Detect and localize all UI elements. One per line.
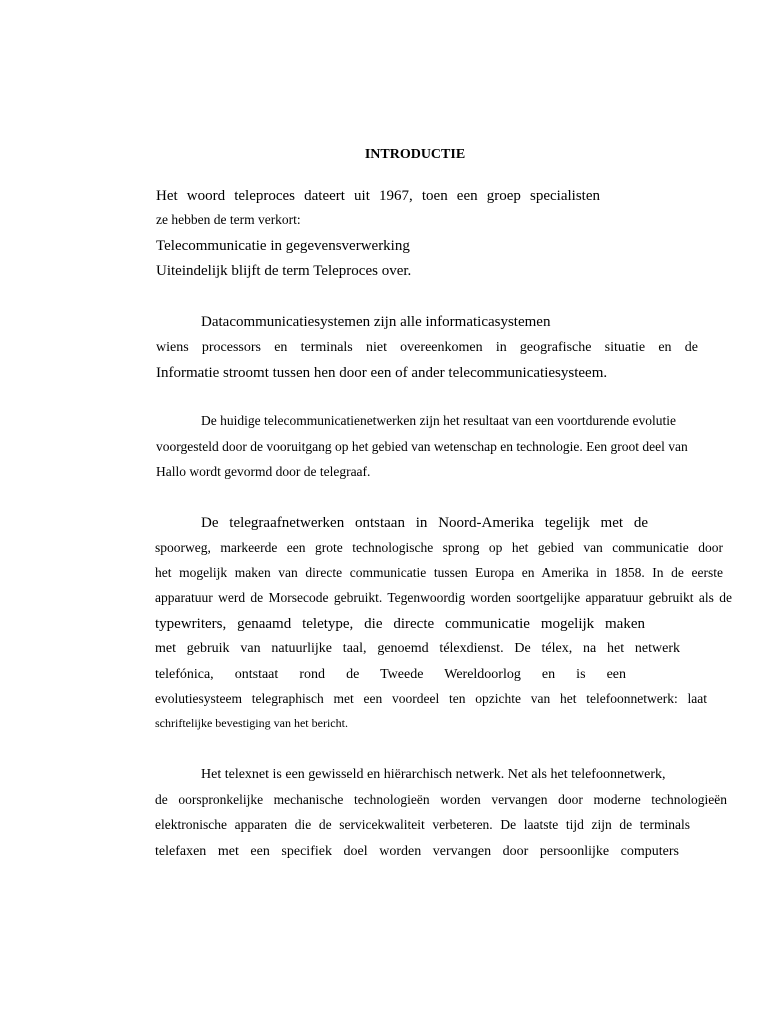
text-line: spoorweg, markeerde een grote technologische sprong op het gebied van communicatie door	[155, 540, 723, 555]
text-line: De huidige telecommunicatienetwerken zijn het resultaat van een voortdurende evolutie	[201, 413, 676, 428]
text-line: apparatuur werd de Morsecode gebruikt. Tegenwoordig worden soortgelijke apparatuur gebruikt als de	[155, 590, 732, 605]
text-line: Hallo wordt gevormd door de telegraaf.	[156, 464, 371, 479]
text-line: elektronische apparaten die de servicekwaliteit verbeteren. De laatste tijd zijn de terminals	[155, 817, 690, 832]
text-line: Datacommunicatiesystemen zijn alle informaticasystemen	[201, 314, 551, 330]
text-line: typewriters, genaamd teletype, die directe communicatie mogelijk maken	[155, 616, 645, 632]
text-line: Uiteindelijk blijft de term Teleproces over.	[156, 263, 412, 279]
text-line: telefónica, ontstaat rond de Tweede Wereldoorlog en is een	[155, 667, 626, 682]
text-line: het mogelijk maken van directe communicatie tussen Europa en Amerika in 1858. In de eerste	[155, 565, 723, 580]
text-line: evolutiesysteem telegraphisch met een voordeel ten opzichte van het telefoonnetwerk: laat	[155, 691, 707, 706]
text-line: met gebruik van natuurlijke taal, genoemd télexdienst. De télex, na het netwerk	[155, 641, 680, 656]
text-line: schriftelijke bevestiging van het bericht.	[155, 716, 348, 730]
text-line: Telecommunicatie in gegevensverwerking	[156, 238, 410, 254]
text-line: de oorspronkelijke mechanische technologieën worden vervangen door moderne technologieën	[155, 792, 727, 807]
text-line: De telegraafnetwerken ontstaan in Noord-Amerika tegelijk met de	[201, 515, 648, 531]
text-line: ze hebben de term verkort:	[156, 212, 301, 227]
text-line: telefaxen met een specifiek doel worden vervangen door persoonlijke computers	[155, 844, 679, 859]
text-line: Het woord teleproces dateert uit 1967, toen een groep specialisten	[156, 188, 600, 204]
text-line: Informatie stroomt tussen hen door een of ander telecommunicatiesysteem.	[156, 365, 608, 381]
text-line: Het telexnet is een gewisseld en hiërarchisch netwerk. Net als het telefoonnetwerk,	[201, 767, 666, 782]
text-line: voorgesteld door de vooruitgang op het gebied van wetenschap en technologie. Een groot deel van	[156, 439, 688, 454]
page-title: INTRODUCTIE	[364, 147, 466, 162]
text-line: wiens processors en terminals niet overeenkomen in geografische situatie en de	[156, 340, 698, 355]
